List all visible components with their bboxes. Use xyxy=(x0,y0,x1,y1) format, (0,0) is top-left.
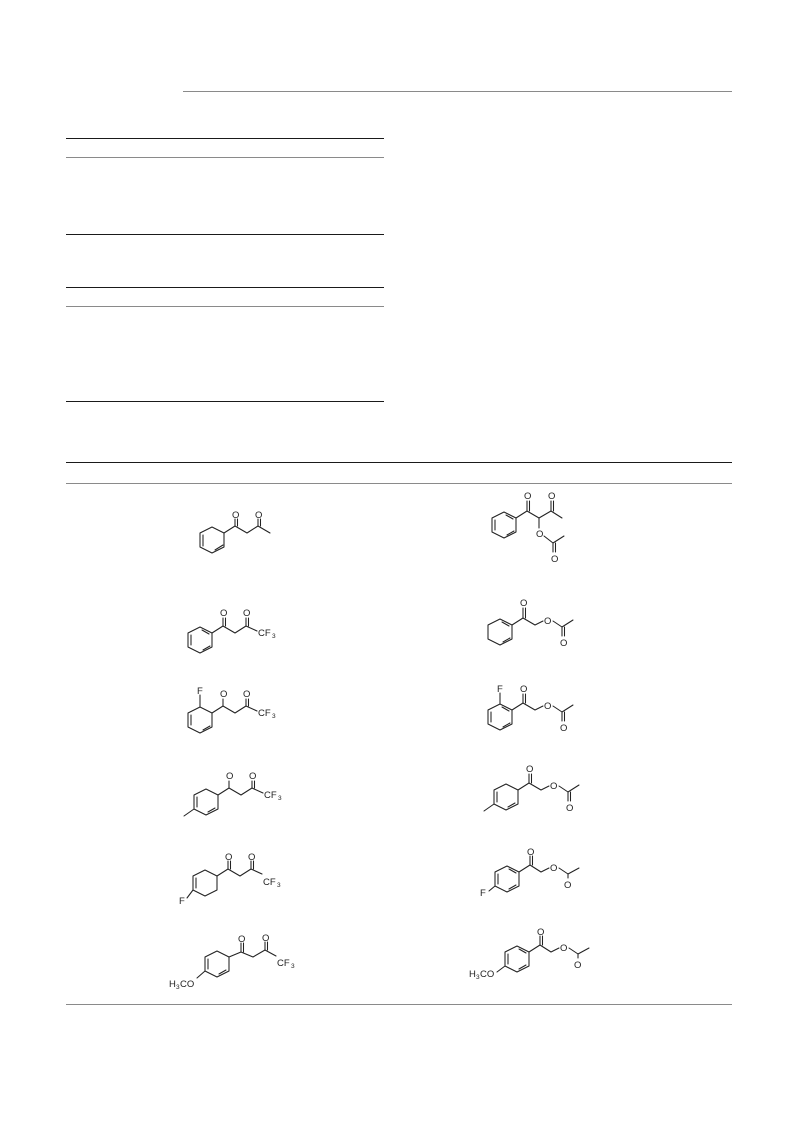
atom-label: O xyxy=(255,510,263,521)
atom-subscript: 3 xyxy=(291,963,295,970)
atom-label: CF xyxy=(264,790,277,801)
atom-label: O xyxy=(564,880,572,891)
atom-subscript: 3 xyxy=(272,633,276,640)
atom-label: CF xyxy=(258,628,271,639)
structure-right-5 xyxy=(475,840,590,915)
atom-label: O xyxy=(560,723,568,734)
atom-label: O xyxy=(232,510,240,521)
table-1b-top-rule xyxy=(66,287,384,288)
atom-label: O xyxy=(560,943,568,954)
atom-label: O xyxy=(550,863,558,874)
structure-right-4 xyxy=(478,758,593,828)
atom-label: O xyxy=(520,598,528,609)
atom-subscript: 3 xyxy=(277,882,281,889)
table-1b-bottom-rule xyxy=(66,401,384,402)
atom-subscript: 3 xyxy=(272,713,276,720)
atom-subscript: 3 xyxy=(278,795,282,802)
header-rule xyxy=(183,91,732,92)
atom-label: O xyxy=(544,616,552,627)
table-2-bottom-rule xyxy=(66,1004,732,1005)
atom-subscript: 3 xyxy=(176,984,180,991)
structure-left-4 xyxy=(180,765,290,830)
atom-label: O xyxy=(220,689,228,700)
atom-label: O xyxy=(548,491,556,502)
structure-left-6 xyxy=(165,928,305,993)
structure-right-6 xyxy=(465,922,595,992)
structure-left-5 xyxy=(175,848,290,913)
table-1-header-rule xyxy=(66,157,384,158)
atom-label: O xyxy=(526,764,534,775)
atom-label: O xyxy=(551,554,559,565)
atom-label: O xyxy=(574,960,582,971)
structure-right-3 xyxy=(480,673,590,748)
table-2-header-rule xyxy=(66,483,732,484)
table-1-bottom-rule xyxy=(66,234,384,235)
atom-label: CF xyxy=(277,958,290,969)
table-2-top-rule xyxy=(66,462,732,463)
atom-label: O xyxy=(536,529,544,540)
atom-label: O xyxy=(550,781,558,792)
atom-label: O xyxy=(527,847,535,858)
table-1-top-rule xyxy=(66,138,384,139)
atom-label: O xyxy=(262,933,270,944)
atom-label: O xyxy=(243,689,251,700)
atom-label: O xyxy=(566,803,574,814)
atom-label: CF xyxy=(258,708,271,719)
atom-label: O xyxy=(544,701,552,712)
atom-label: O xyxy=(220,608,228,619)
atom-subscript: 3 xyxy=(476,974,480,981)
atom-label: F xyxy=(480,888,486,899)
atom-label: O xyxy=(520,684,528,695)
atom-label: O xyxy=(225,852,233,863)
atom-label: F xyxy=(497,684,503,695)
atom-label: O xyxy=(537,927,545,938)
atom-label: F xyxy=(197,686,203,697)
atom-label: F xyxy=(179,896,185,907)
atom-label: O xyxy=(243,608,251,619)
atom-label: O xyxy=(226,771,234,782)
atom-label: O xyxy=(238,934,246,945)
structure-left-2 xyxy=(180,600,290,665)
atom-label: H xyxy=(469,969,476,980)
structure-left-1 xyxy=(180,505,290,570)
atom-label: H xyxy=(169,979,176,990)
atom-label: CF xyxy=(263,877,276,888)
atom-label: O xyxy=(560,638,568,649)
structure-right-2 xyxy=(480,590,590,660)
structure-right-1 xyxy=(480,488,600,568)
atom-label: O xyxy=(248,852,256,863)
structure-left-3 xyxy=(180,683,290,753)
atom-label: CO xyxy=(180,979,195,990)
atom-label: O xyxy=(249,771,257,782)
atom-label: O xyxy=(524,491,532,502)
table-1b-header-rule xyxy=(66,306,384,307)
atom-label: CO xyxy=(480,969,495,980)
